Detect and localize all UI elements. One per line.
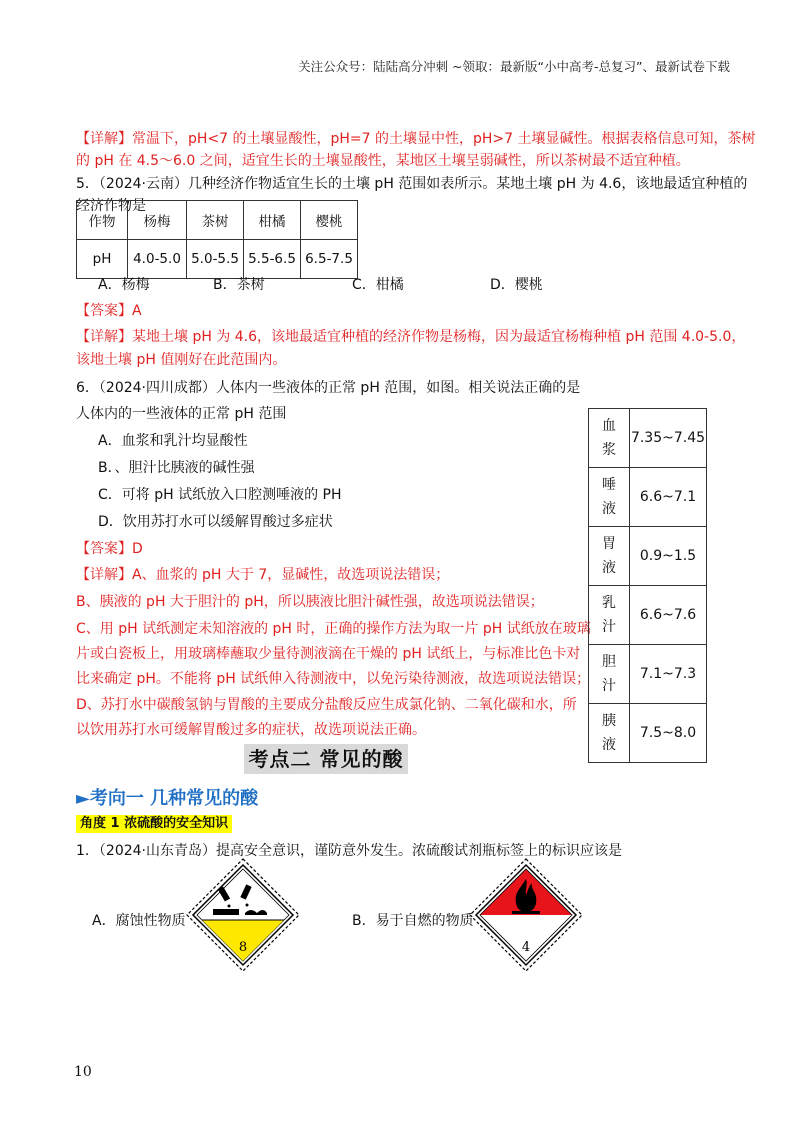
q1-option-a: A．腐蚀性物质 (92, 913, 186, 929)
q5-answer: 【答案】A (76, 303, 142, 319)
table-cell: 6.5-7.5 (301, 240, 358, 279)
q6-explain-line3: C、用 pH 试纸测定未知溶液的 pH 时，正确的操作方法为取一片 pH 试纸放在玻璃 (76, 621, 591, 637)
table-cell: 茶树 (187, 201, 244, 240)
q6-explain-line1: 【详解】A、血浆的 pH 大于 7，显碱性，故选项说法错误； (76, 567, 450, 583)
q5-crop-table (76, 200, 358, 279)
q5-option-b: B．茶树 (213, 277, 265, 293)
table-cell: pH (77, 240, 128, 279)
table-cell: 胆 汁 (589, 645, 630, 704)
flammable-hazard-sign-icon (468, 857, 584, 973)
table-row (77, 240, 358, 279)
page-header: 关注公众号：陆陆高分冲刺 ~领取：最新版“小中高考-总复习”、最新试卷下载 (298, 59, 730, 74)
section-title: 考点二 常见的酸 (244, 744, 408, 774)
page-number: 10 (74, 1064, 92, 1080)
q1-stem: 1．（2024·山东青岛）提高安全意识，谨防意外发生。浓硫酸试剂瓶标签上的标识应该是 (76, 843, 622, 859)
table-cell: 4.0-5.0 (128, 240, 187, 279)
table-row (589, 468, 707, 527)
table-cell: 胰 液 (589, 704, 630, 763)
q6-option-c: C．可将 pH 试纸放入口腔测唾液的 PH (98, 487, 342, 503)
table-cell: 6.6~7.6 (630, 586, 707, 645)
q5-stem-line1: 5．（2024·云南）几种经济作物适宜生长的土壤 pH 范围如表所示。某地土壤 pH 为 4.6，该地最适宜种植的 (76, 176, 748, 192)
table-cell: 0.9~1.5 (630, 527, 707, 586)
table-cell: 5.0-5.5 (187, 240, 244, 279)
q6-explain-line2: B、胰液的 pH 大于胆汁的 pH，所以胰液比胆汁碱性强，故选项说法错误； (76, 594, 544, 610)
table-cell: 7.5~8.0 (630, 704, 707, 763)
table-cell: 7.35~7.45 (630, 409, 707, 468)
q6-option-b: B．、胆汁比胰液的碱性强 (98, 460, 255, 476)
table-cell: 6.6~7.1 (630, 468, 707, 527)
table-row (589, 409, 707, 468)
table-cell: 樱桃 (301, 201, 358, 240)
flammable-sign-number: 4 (521, 940, 531, 955)
table-cell: 乳 汁 (589, 586, 630, 645)
q5-option-a: A．杨梅 (98, 277, 150, 293)
table-cell: 柑橘 (244, 201, 301, 240)
q5-option-c: C．柑橘 (352, 277, 404, 293)
table-cell: 胃 液 (589, 527, 630, 586)
q5-explain-line1: 【详解】某地土壤 pH 为 4.6，该地最适宜种植的经济作物是杨梅，因为最适宜杨梅种植 pH 范围 4.0-5.0， (76, 329, 746, 345)
q6-option-d: D．饮用苏打水可以缓解胃酸过多症状 (98, 514, 333, 530)
q6-subtitle: 人体内的一些液体的正常 pH 范围 (76, 406, 287, 422)
table-cell: 5.5-6.5 (244, 240, 301, 279)
q6-explain-line4: 片或白瓷板上，用玻璃棒蘸取少量待测液滴在干燥的 pH 试纸上，与标准比色卡对 (76, 646, 581, 662)
q6-explain-line6: D、苏打水中碳酸氢钠与胃酸的主要成分盐酸反应生成氯化钠、二氧化碳和水，所 (76, 697, 577, 713)
angle-heading: 角度 1 浓硫酸的安全知识 (76, 815, 232, 833)
q1-option-b: B．易于自燃的物质 (352, 913, 474, 929)
q6-explain-line7: 以饮用苏打水可缓解胃酸过多的症状，故选项说法正确。 (76, 722, 426, 738)
table-cell: 唾 液 (589, 468, 630, 527)
table-cell: 血 浆 (589, 409, 630, 468)
table-row (589, 704, 707, 763)
q6-explain-line5: 比来确定 pH。不能将 pH 试纸伸入待测液中，以免污染待测液，故选项说法错误； (76, 671, 591, 687)
table-row (589, 645, 707, 704)
table-cell: 杨梅 (128, 201, 187, 240)
q5-option-d: D．樱桃 (490, 277, 543, 293)
table-row (77, 201, 358, 240)
table-row (589, 527, 707, 586)
q6-stem: 6．（2024·四川成都）人体内一些液体的正常 pH 范围，如图。相关说法正确的是 (76, 380, 581, 396)
table-row (589, 586, 707, 645)
q6-option-a: A．血浆和乳汁均显酸性 (98, 433, 248, 449)
direction-heading: ►考向一 几种常见的酸 (76, 788, 259, 809)
table-cell: 作物 (77, 201, 128, 240)
q4-explain-line2: 的 pH 在 4.5～6.0 之间，适宜生长的土壤显酸性，某地区土壤呈弱碱性，所以茶树最不适宜种植。 (76, 153, 690, 169)
table-cell: 7.1~7.3 (630, 645, 707, 704)
q5-explain-line2: 该地土壤 pH 值刚好在此范围内。 (76, 352, 287, 368)
corrosive-sign-number: 8 (238, 940, 248, 955)
q4-explain-line1: 【详解】常温下，pH<7 的土壤显酸性，pH=7 的土壤显中性，pH>7 土壤显碱性。根据表格信息可知，茶树 (76, 131, 756, 147)
q6-answer: 【答案】D (76, 541, 143, 557)
corrosive-hazard-sign-icon (185, 857, 301, 973)
q5-stem-line2: 经济作物是 (76, 198, 146, 214)
q6-body-fluid-ph-table (588, 408, 707, 763)
